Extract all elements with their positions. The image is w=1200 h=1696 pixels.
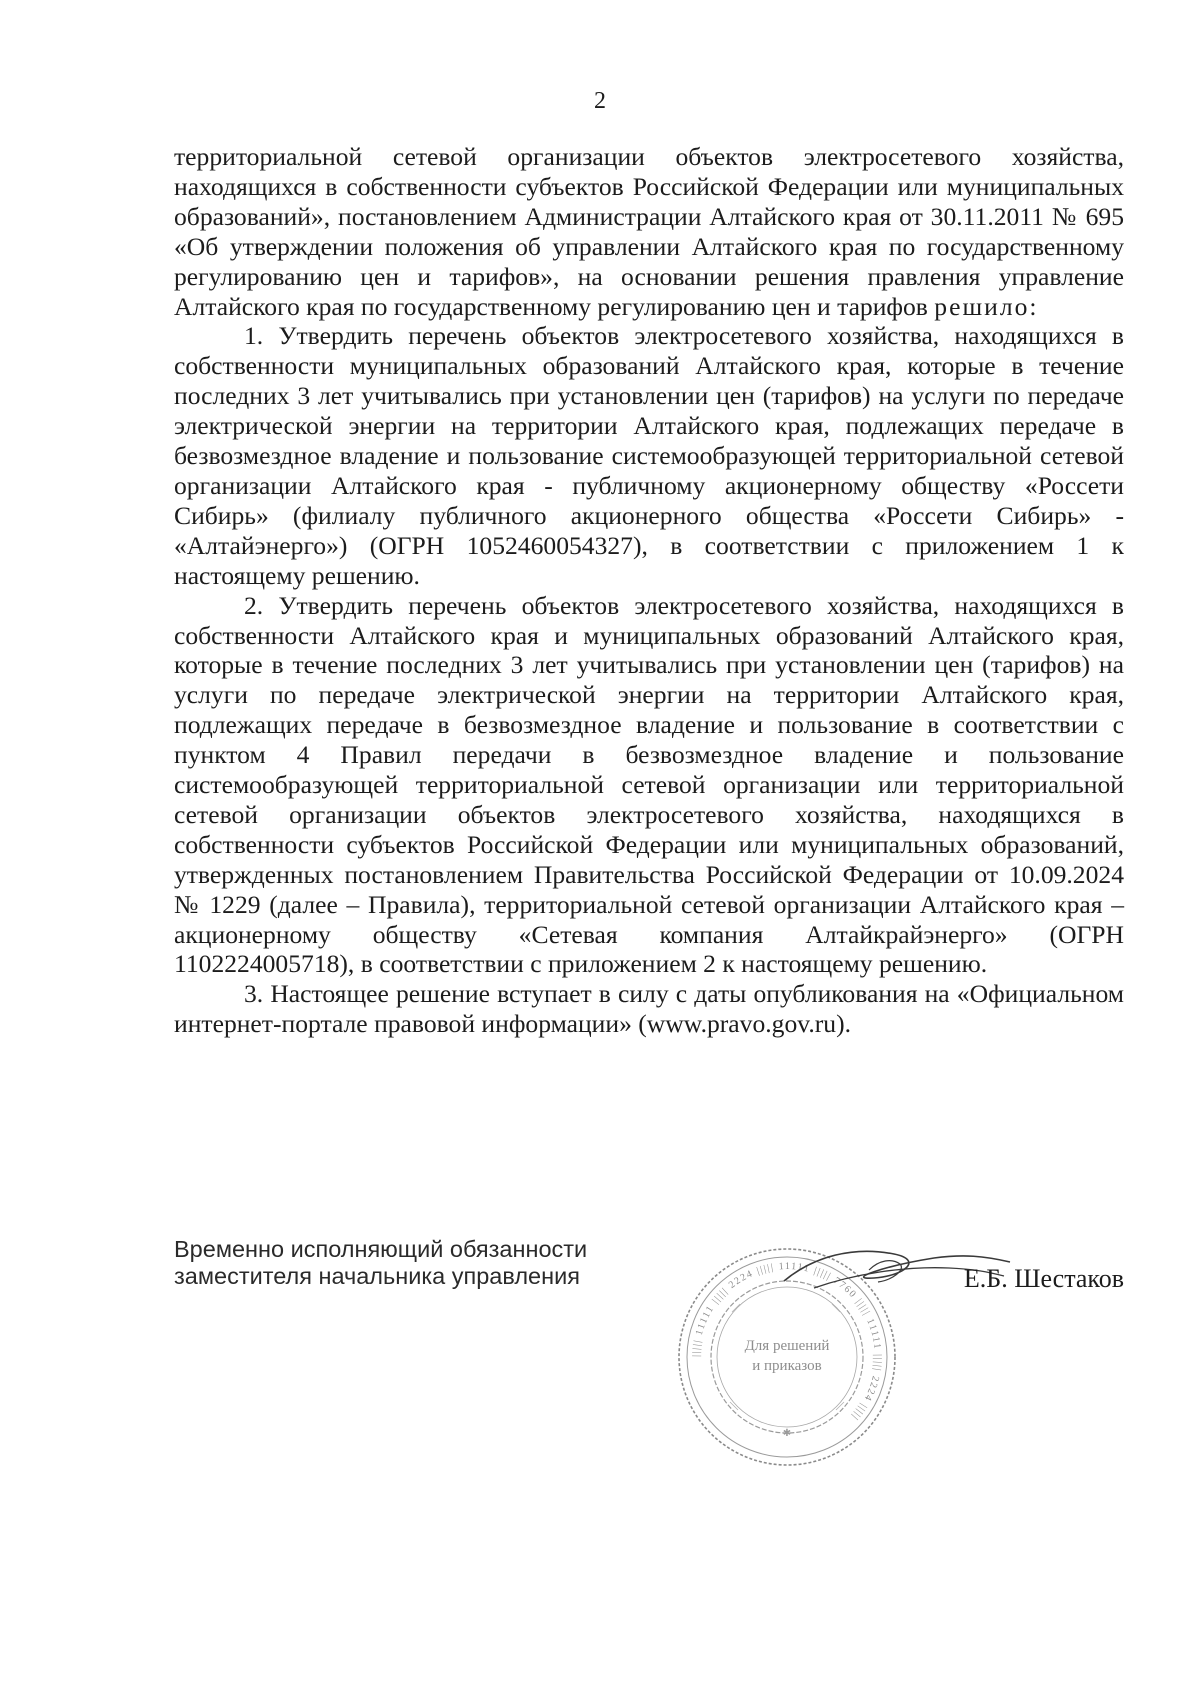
item-3-paragraph: 3. Настоящее решение вступает в силу с даты опубликования на «Официальном интернет-портале правовой информации» (www.pravo.gov.ru). bbox=[174, 979, 1124, 1039]
position-line-2: заместителя начальника управления bbox=[174, 1263, 580, 1289]
signatory-position bbox=[174, 1236, 587, 1290]
document-body bbox=[174, 142, 1124, 1039]
signatory-name: Е.Б. Шестаков bbox=[963, 1264, 1124, 1293]
item-2-paragraph: 2. Утвердить перечень объектов электросетевого хозяйства, находящихся в собственности Алтайского края и муниципальных образований Алтайского края, которые в течение последних 3 лет учитывались при установлении цен (тарифов) на услуги по передаче электрической энергии на территории Алтайского края, подлежащих передаче в безвозмездное владение и пользование в соответствии с пунктом 4 Правил передачи в безвозмездное владение и пользование системообразующей территориальной сетевой организации или территориальной сетевой организации объектов электросетевого хозяйства, находящихся в собственности субъектов Российской Федерации или муниципальных образований, утвержденных постановлением Правительства Российской Федерации от 10.09.2024 № 1229 (далее – Правила), территориальной сетевой организации Алтайского края – акционерному обществу «Сетевая компания Алтайкрайэнерго» (ОГРН 1102224005718), в соответствии с приложением 2 к настоящему решению. bbox=[174, 590, 1124, 979]
item-1-paragraph: 1. Утвердить перечень объектов электросетевого хозяйства, находящихся в собственности муниципальных образований Алтайского края, которые в течение последних 3 лет учитывались при установлении цен (тарифов) на услуги по передаче электрической энергии на территории Алтайского края, подлежащих передаче в безвозмездное владение и пользование системообразующей территориальной сетевой организации Алтайского края - публичному акционерному обществу «Россети Сибирь» (филиалу публичного акционерного общества «Россети Сибирь» - «Алтайэнерго») (ОГРН 1052460054327), в соответствии с приложением 1 к настоящему решению. bbox=[174, 321, 1124, 590]
decided-word: решило: bbox=[934, 291, 1039, 321]
intro-text: территориальной сетевой организации объектов электросетевого хозяйства, находящихся в собственности субъектов Российской Федерации или муниципальных образований», постановлением Администрации Алтайского края от 30.11.2011 № 695 «Об утверждении положения об управлении Алтайского края по государственному регулированию цен и тарифов», на основании решения правления управление Алтайского края по государственному регулированию цен и тарифов bbox=[174, 142, 1124, 321]
svg-text:✱: ✱ bbox=[782, 1428, 792, 1439]
intro-paragraph bbox=[174, 142, 1124, 321]
seal-center-line-2: и приказов bbox=[752, 1358, 822, 1374]
page-number: 2 bbox=[594, 88, 606, 114]
position-line-1: Временно исполняющий обязанности bbox=[174, 1236, 588, 1262]
svg-text:||||| 11111 ||||| 2224 ||||| 1: ||||| 11111 ||||| 2224 ||||| 11111 ||||| 7760 ||||| 11111 ||||| 2224 ||||| bbox=[690, 1260, 884, 1423]
seal-center-line-1: Для решений bbox=[744, 1338, 830, 1354]
signature-block bbox=[174, 1236, 1124, 1476]
